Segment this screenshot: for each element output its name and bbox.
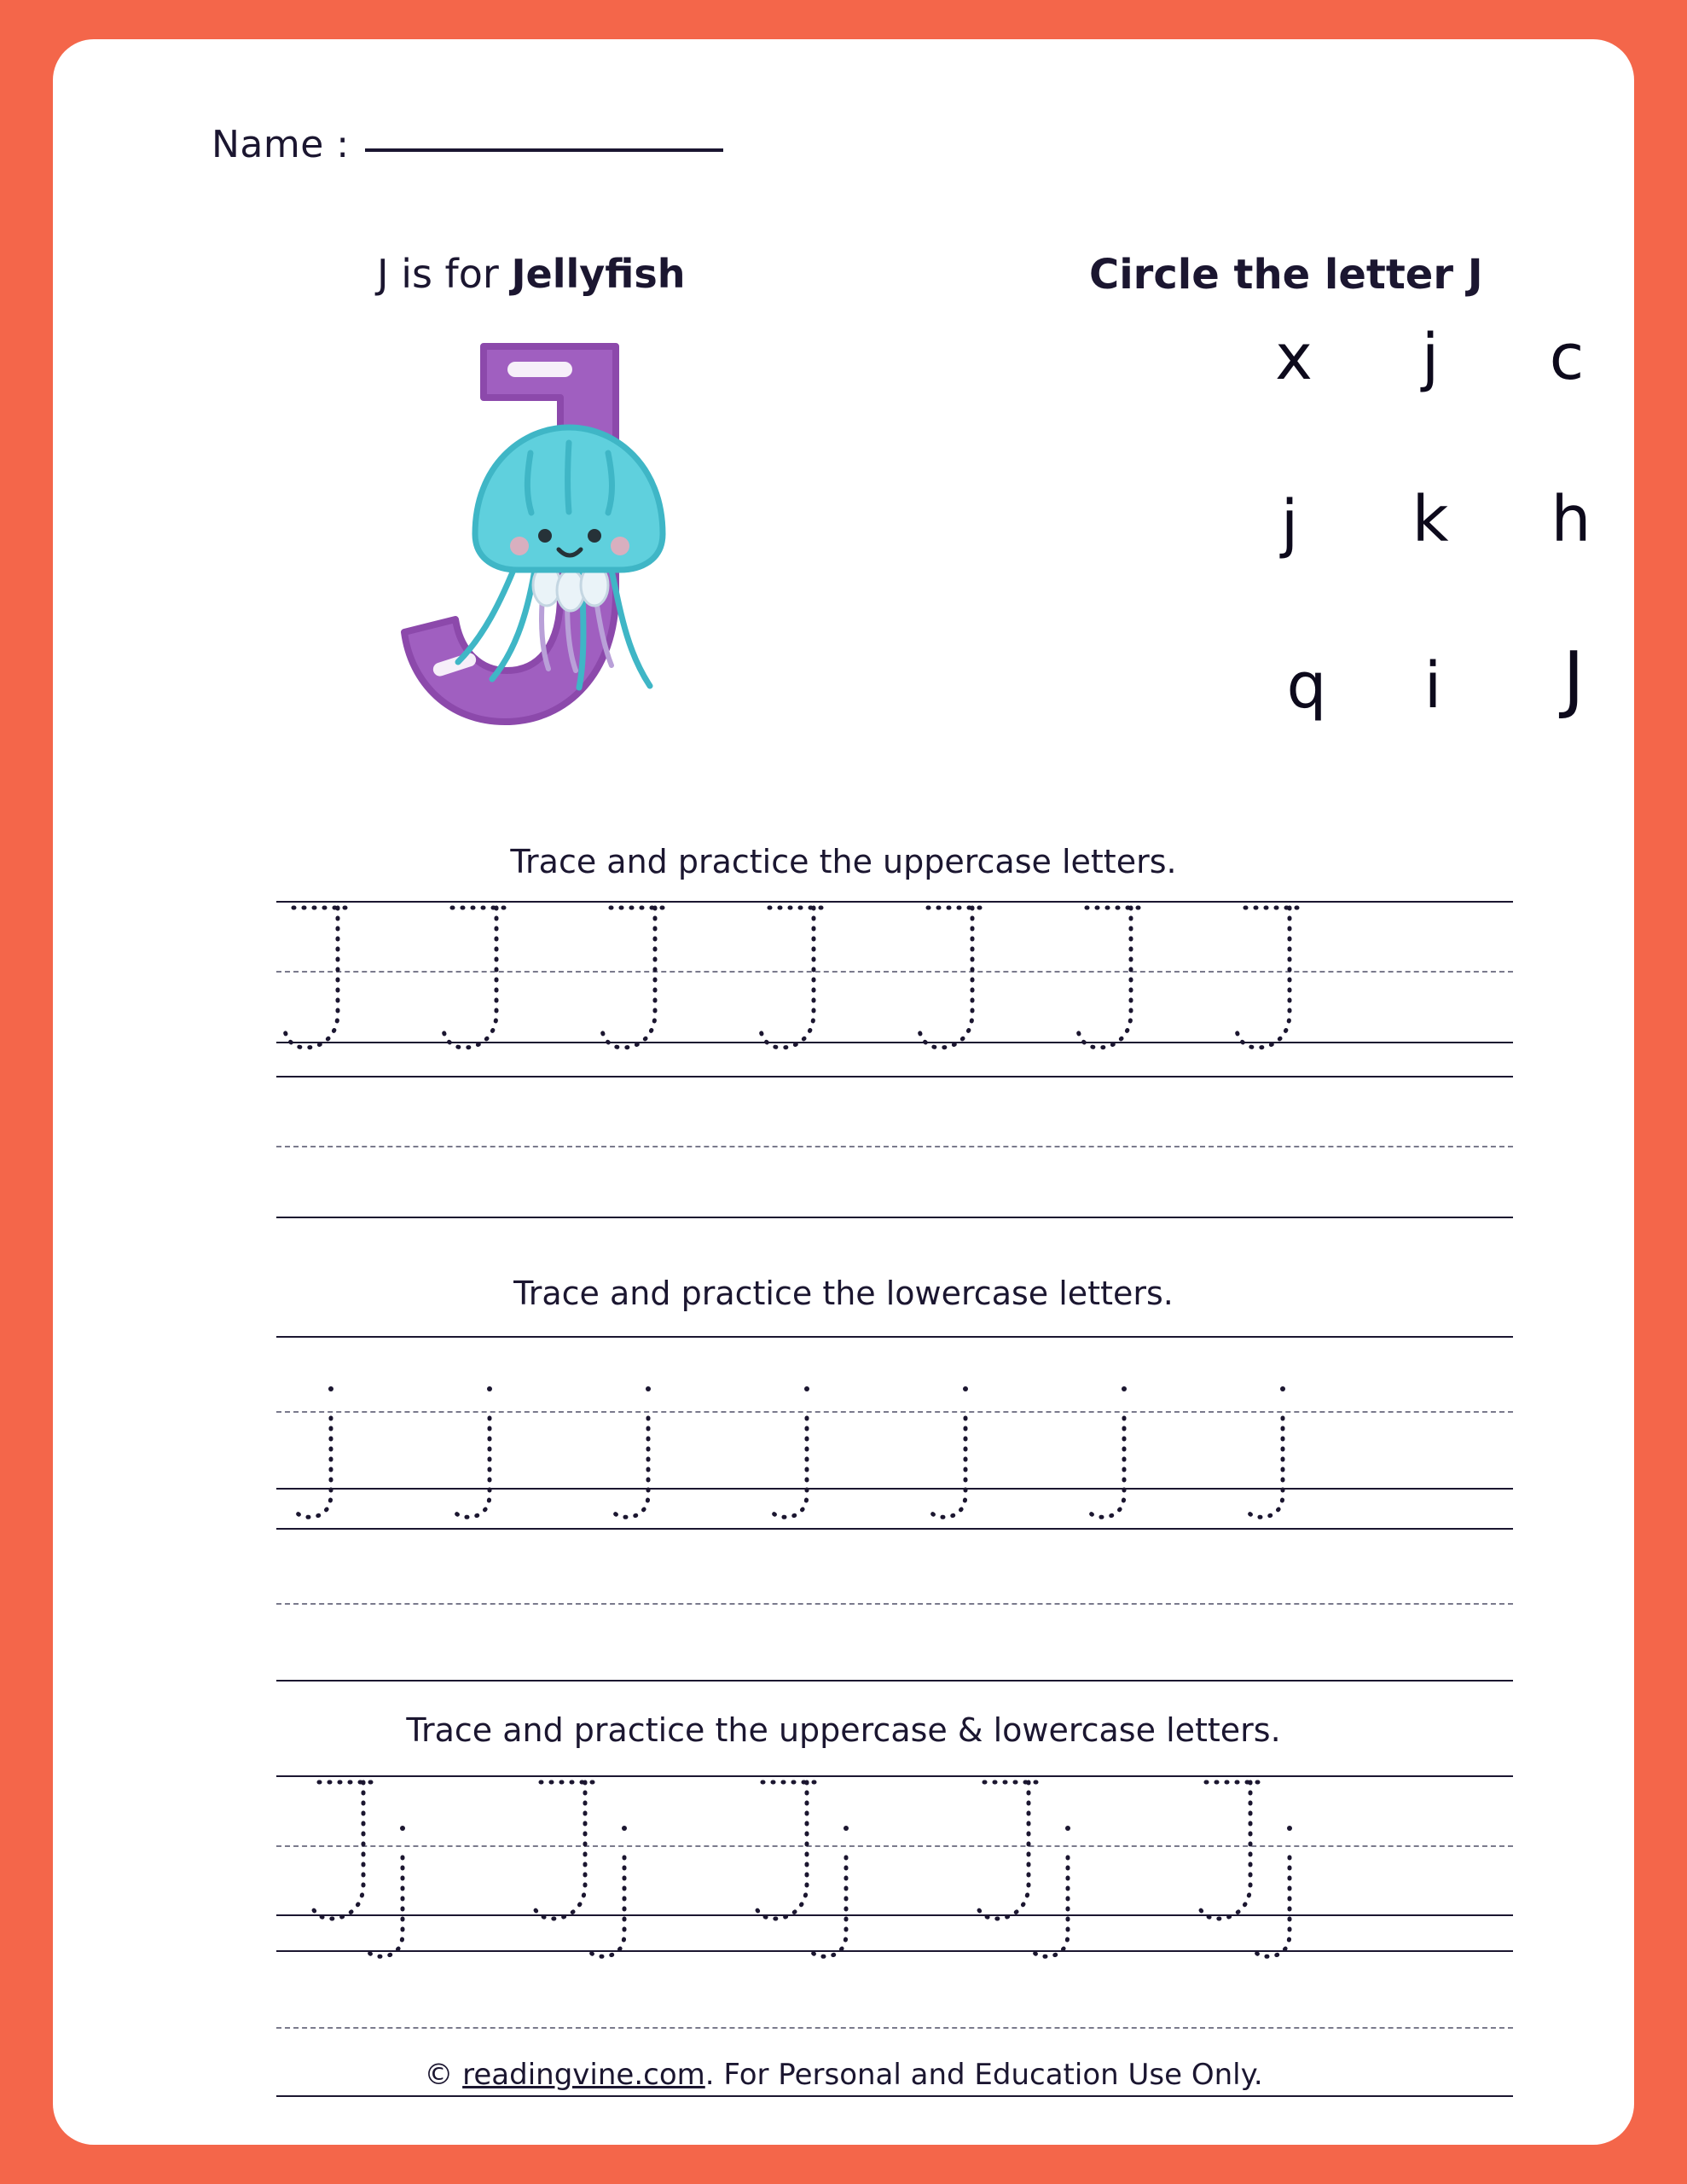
circle-letter-option[interactable]: x <box>1275 321 1313 394</box>
letter-j-jellyfish-illustration <box>356 304 739 756</box>
circle-letter-option[interactable]: k <box>1412 483 1449 556</box>
ruleset-uppercase-1 <box>276 901 1513 1072</box>
footer-terms: . For Personal and Education Use Only. <box>704 2058 1263 2092</box>
footer-copyright: © <box>424 2058 463 2092</box>
trace-row-mixed[interactable] <box>276 1775 1513 1972</box>
rule-mid-dashed <box>276 1603 1513 1605</box>
circle-letter-option[interactable]: q <box>1286 649 1327 723</box>
circle-the-letter-title: Circle the letter J <box>1089 251 1483 299</box>
section-heading-uppercase: Trace and practice the uppercase letters. <box>510 843 1177 880</box>
name-write-line[interactable] <box>365 148 723 152</box>
ruleset-mixed-1 <box>276 1775 1513 1972</box>
circle-letter-option[interactable]: h <box>1551 483 1591 556</box>
ruleset-uppercase-2[interactable] <box>276 1076 1513 1246</box>
rule-baseline <box>276 2095 1513 2097</box>
rule-mid-dashed <box>276 1146 1513 1147</box>
j-is-for-title <box>377 251 686 297</box>
name-row <box>212 123 723 166</box>
circle-letter-option[interactable]: c <box>1549 321 1585 394</box>
ruleset-lowercase-2[interactable] <box>276 1528 1513 1716</box>
rule-mid-dashed <box>276 2027 1513 2029</box>
footer-site-link[interactable]: readingvine.com <box>462 2058 705 2092</box>
j-is-for-word: Jellyfish <box>511 251 686 297</box>
ruleset-lowercase-1 <box>276 1336 1513 1524</box>
worksheet-page <box>53 39 1634 2145</box>
rule-top <box>276 1076 1513 1077</box>
circle-letters-grid <box>1059 321 1591 723</box>
section-heading-mixed: Trace and practice the uppercase & lowercase letters. <box>406 1711 1281 1749</box>
footer <box>53 2058 1634 2092</box>
rule-baseline <box>276 1680 1513 1682</box>
rule-baseline <box>276 1217 1513 1218</box>
name-label: Name : <box>212 123 350 166</box>
trace-row-lowercase[interactable] <box>276 1336 1513 1524</box>
circle-letter-option[interactable]: J <box>1562 636 1585 722</box>
section-heading-lowercase: Trace and practice the lowercase letters. <box>513 1275 1174 1312</box>
rule-top <box>276 1528 1513 1530</box>
trace-row-uppercase[interactable] <box>276 901 1513 1072</box>
circle-letter-option[interactable]: i <box>1423 649 1442 723</box>
circle-letter-option[interactable]: j <box>1421 321 1440 394</box>
circle-letter-option[interactable]: j <box>1280 487 1299 561</box>
j-is-for-prefix: J is for <box>377 251 512 297</box>
